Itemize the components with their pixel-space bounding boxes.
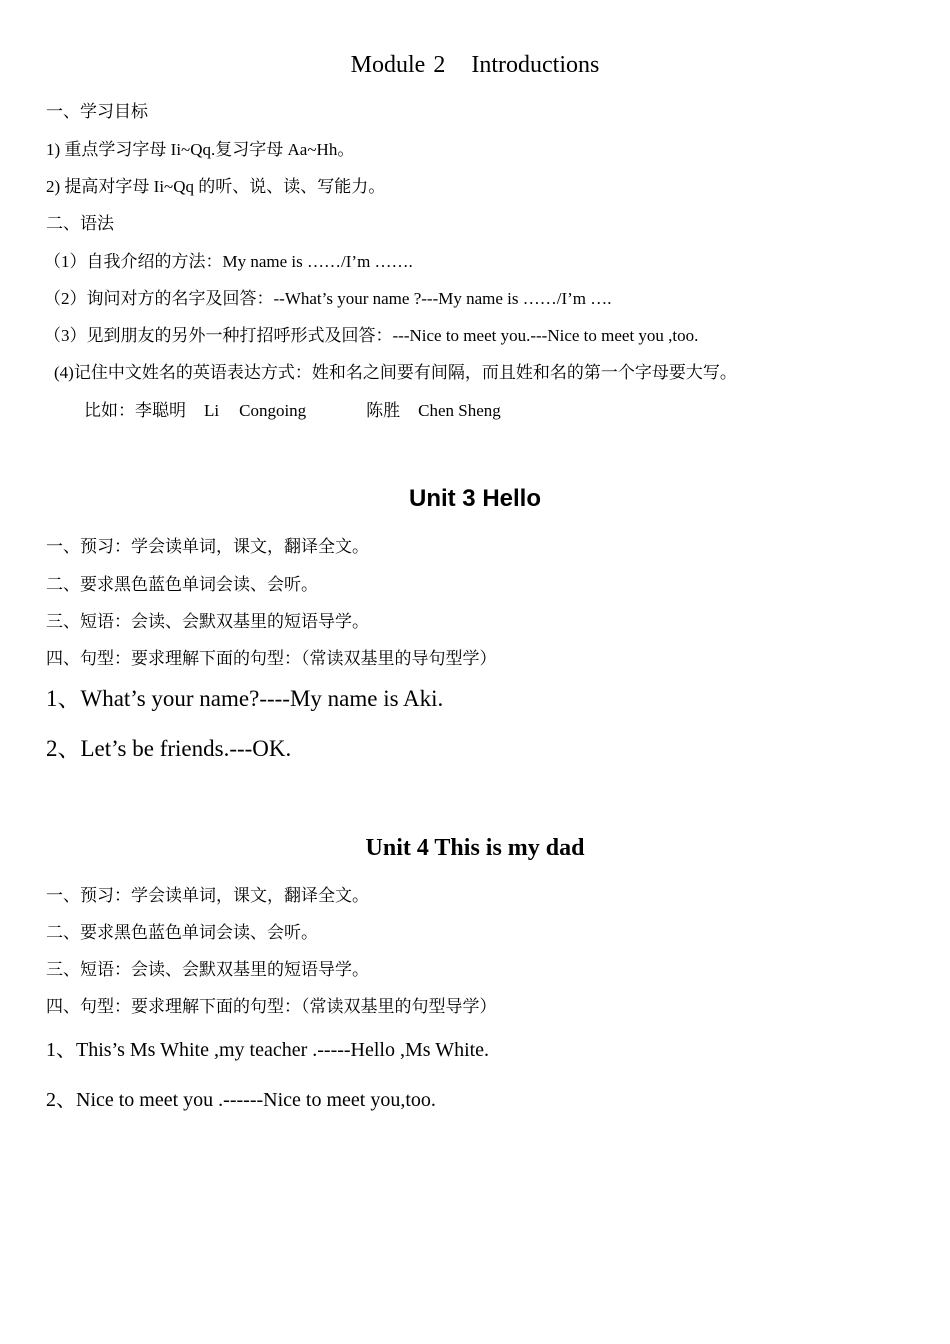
unit3-item-2: 二、要求黑色蓝色单词会读、会听。 [46, 575, 318, 594]
unit3-item-1: 一、预习：学会读单词，课文，翻译全文。 [46, 537, 369, 556]
unit4-sentence-1: 1、This’s Ms White ,my teacher .-----Hello ,Ms White. [46, 1039, 490, 1061]
unit4-item-1: 一、预习：学会读单词，课文，翻译全文。 [46, 886, 369, 905]
example-chinese-2: 陈胜 [366, 401, 401, 420]
unit3-sentence-2: 2、Let’s be friends.---OK. [46, 736, 292, 761]
example-name-1-surname: Li [204, 401, 220, 420]
module-title-number: Module 2 [350, 52, 446, 78]
goals-heading: 一、学习目标 [46, 102, 148, 121]
goal-item-1: 1) 重点学习字母 Ii~Qq.复习字母 Aa~Hh。 [46, 140, 355, 159]
grammar-heading: 二、语法 [46, 214, 114, 233]
module-title-text: Introductions [471, 52, 600, 78]
unit3-item-4: 四、句型：要求理解下面的句型：（常读双基里的导句型学） [46, 649, 497, 668]
example-name-1-given: Congoing [239, 401, 307, 420]
goal-item-2: 2) 提高对字母 Ii~Qq 的听、说、读、写能力。 [46, 177, 386, 196]
example-name-2: Chen Sheng [418, 401, 501, 420]
unit4-item-2: 二、要求黑色蓝色单词会读、会听。 [46, 923, 318, 942]
name-example [84, 400, 501, 422]
unit3-sentence-1: 1、What’s your name?----My name is Aki. [46, 686, 444, 711]
unit4-sentence-2: 2、Nice to meet you .------Nice to meet you,too. [46, 1089, 436, 1111]
grammar-item-4: (4)记住中文姓名的英语表达方式：姓和名之间要有间隔，而且姓和名的第一个字母要大写。 [54, 363, 737, 382]
unit3-item-3: 三、短语：会读、会默双基里的短语导学。 [46, 612, 369, 631]
unit4-item-4: 四、句型：要求理解下面的句型：（常读双基里的句型导学） [46, 997, 497, 1016]
grammar-item-3: （3）见到朋友的另外一种打招呼形式及回答：---Nice to meet you.---Nice to meet you ,too. [44, 326, 699, 345]
grammar-item-2: （2）询问对方的名字及回答：--What’s your name ?---My name is ……/I’m …. [44, 289, 612, 308]
unit3-title: Unit 3 Hello [408, 485, 541, 512]
module-title [0, 50, 950, 80]
grammar-item-1: （1）自我介绍的方法：My name is ……/I’m ……. [44, 252, 413, 271]
example-prefix: 比如：李聪明 [84, 401, 186, 420]
unit4-title: Unit 4 This is my dad [365, 835, 585, 861]
unit4-item-3: 三、短语：会读、会默双基里的短语导学。 [46, 960, 369, 979]
